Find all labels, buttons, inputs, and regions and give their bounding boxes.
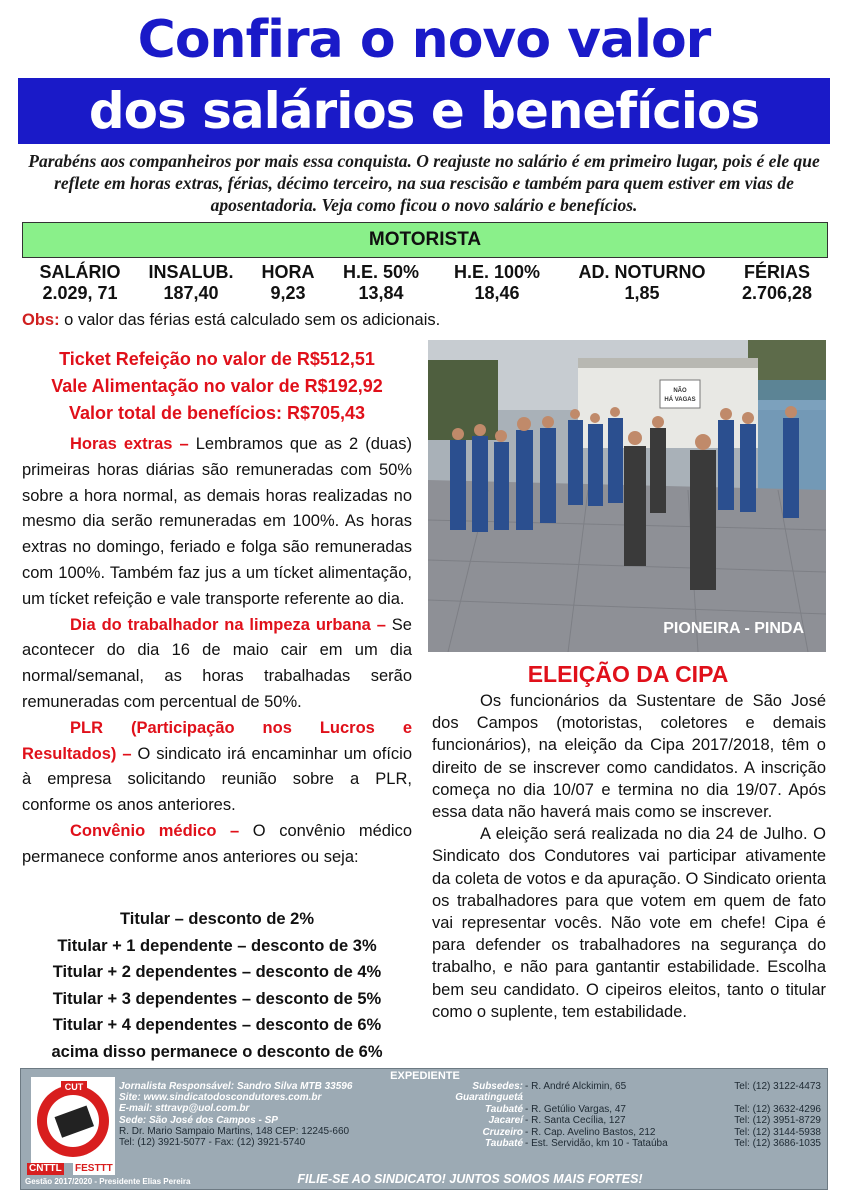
- salary-header: SALÁRIO: [39, 262, 121, 282]
- benefits-total: Valor total de benefícios: R$705,43: [68, 403, 366, 423]
- subsede-city: Cruzeiro: [482, 1126, 523, 1138]
- salary-header: AD. NOTURNO: [578, 262, 706, 282]
- subsede-address: - R. Cap. Avelino Bastos, 212: [525, 1126, 656, 1138]
- footer-contacts: [119, 1081, 429, 1148]
- subsede-address: - R. Getúlio Vargas, 47: [525, 1103, 626, 1115]
- festtt-logo: FESTTT: [75, 1163, 113, 1174]
- headline-line-2: dos salários e benefícios: [18, 78, 830, 144]
- cut-logo-text: CUT: [64, 1082, 84, 1092]
- plr-title: PLR (Participação nos Lucros e Resultados) –: [22, 718, 412, 763]
- subsede-phone: Tel: (12) 3144-5938: [734, 1126, 821, 1138]
- ticket-refeicao: Ticket Refeição no valor de R$512,51: [59, 349, 375, 369]
- vale-alimentacao: Vale Alimentação no valor de R$192,92: [51, 376, 383, 396]
- horas-title: Horas extras –: [70, 435, 189, 453]
- plan-item: Titular + 3 dependentes – desconto de 5%: [52, 989, 382, 1008]
- left-column: [22, 432, 412, 871]
- subsede-city: Taubaté: [485, 1103, 523, 1115]
- salary-header: HORA: [261, 262, 315, 282]
- salary-header: H.E. 100%: [453, 262, 541, 282]
- plr-text: O sindicato irá encaminhar um ofício à empresa solicitando reunião sobre a PLR, conforme os anos anteriores.: [22, 744, 412, 815]
- cipa-title: ELEIÇÃO DA CIPA: [527, 661, 729, 687]
- union-logo: [31, 1077, 115, 1163]
- address-line: R. Dr. Mario Sampaio Martins, 148 CEP: 12245-660: [119, 1125, 350, 1137]
- salary-table: [28, 262, 828, 304]
- dia-text: Se acontecer do dia 16 de maio cair em um dia normal/semanal, as horas trabalhadas serão remuneradas com percentual de 50%.: [22, 615, 412, 711]
- cnttl-logo: CNTTL: [29, 1163, 62, 1174]
- expediente-title: EXPEDIENTE: [390, 1070, 460, 1082]
- subsede-city: Subsedes: Guaratinguetá: [455, 1081, 523, 1104]
- subsede-row: [423, 1138, 823, 1149]
- subsede-phone: Tel: (12) 3951-8729: [734, 1115, 821, 1127]
- convenio-text: O convênio médico permanece conforme anos anteriores ou seja:: [22, 821, 413, 866]
- salary-header: INSALUB.: [148, 262, 234, 282]
- union-logo-icon: [31, 1077, 115, 1163]
- subsede-row: [423, 1104, 823, 1115]
- subsede-address: - Est. Servidão, km 10 - Tataúba: [525, 1138, 668, 1150]
- headline-line-1: Confira o novo valor: [137, 10, 711, 70]
- footer-slogan: FILIE-SE AO SINDICATO! JUNTOS SOMOS MAIS FORTES!: [297, 1172, 643, 1186]
- right-column: [432, 690, 826, 1023]
- plr-paragraph: [22, 716, 412, 819]
- photo-caption: PIONEIRA - PINDA: [663, 620, 804, 637]
- svg-text:NÃO: NÃO: [673, 388, 687, 394]
- horas-paragraph: [22, 432, 412, 613]
- salary-value: 2.029, 71: [42, 283, 118, 303]
- plan-item: acima disso permanece o desconto de 6%: [51, 1042, 383, 1061]
- svg-text:HÁ VAGAS: HÁ VAGAS: [664, 397, 696, 403]
- subsede-row: [423, 1115, 823, 1126]
- dia-title: Dia do trabalhador na limpeza urbana –: [70, 615, 386, 634]
- subsedes-list: [423, 1081, 823, 1149]
- site-line[interactable]: Site: www.sindicatodoscondutores.com.br: [119, 1092, 322, 1104]
- subsede-city: Jacareí: [488, 1115, 523, 1127]
- subsede-address: - R. Santa Cecília, 127: [525, 1115, 626, 1127]
- plan-item: Titular + 2 dependentes – desconto de 4%: [52, 963, 382, 981]
- intro-text: Parabéns aos companheiros por mais essa conquista. O reajuste no salário é em primeiro lugar, pois é ele que reflete em horas extras, férias, décimo terceiro, na sua rescisão e também para quem estiver em vias de aposentadoria. Veja como ficou o novo salário e benefícios.: [28, 151, 820, 215]
- subsede-city: Taubaté: [485, 1138, 523, 1150]
- subsede-row: [423, 1081, 823, 1104]
- photo-illustration: [428, 340, 826, 652]
- gestao-text: Gestão 2017/2020 - Presidente Elias Pereira: [25, 1177, 191, 1186]
- motorista-banner: MOTORISTA: [22, 222, 828, 258]
- subsede-phone: Tel: (12) 3122-4473: [734, 1081, 821, 1092]
- plan-item: Titular + 4 dependentes – desconto de 6%: [52, 1016, 382, 1034]
- obs-label: Obs:: [22, 311, 60, 329]
- subsede-address: - R. André Alckimin, 65: [525, 1081, 627, 1092]
- horas-text: Lembramos que as 2 (duas) primeiras horas diárias são remuneradas com 50% sobre a hora normal, as demais horas realizadas no mesmo dia serão remuneradas em 100%. As horas extras no domingo, feriado e folga são remuneradas com 100%. Também faz jus a um tícket alimentação, um tícket refeição e vale transporte referente ao dia.: [22, 435, 412, 608]
- dia-paragraph: [22, 613, 412, 716]
- plans-list: [22, 906, 412, 1065]
- salary-header: FÉRIAS: [743, 262, 810, 282]
- salary-header: H.E. 50%: [342, 262, 420, 282]
- subsede-phone: Tel: (12) 3632-4296: [734, 1103, 821, 1115]
- workers-photo: [428, 340, 826, 652]
- salary-value: 9,23: [270, 283, 306, 303]
- plan-item: Titular – desconto de 2%: [119, 910, 315, 928]
- email-line[interactable]: E-mail: sttravp@uol.com.br: [119, 1103, 250, 1115]
- phones-line: Tel: (12) 3921-5077 - Fax: (12) 3921-5740: [119, 1137, 306, 1149]
- cipa-paragraph-1: Os funcionários da Sustentare de São José dos Campos (motoristas, coletores e demais funcionários), na eleição da Cipa 2017/2018, têm o direito de se inscrever como candidatos. A inscrição começa no dia 10/07 e termina no dia 19/07. Após essa data não haverá mais como se inscrever.: [432, 692, 826, 822]
- journalist-line: Jornalista Responsável: Sandro Silva MTB 33596: [119, 1081, 353, 1092]
- plan-item: Titular + 1 dependente – desconto de 3%: [57, 936, 377, 955]
- benefits-block: [22, 346, 412, 427]
- convenio-paragraph: [22, 819, 412, 871]
- obs-note: [22, 311, 440, 330]
- obs-text: o valor das férias está calculado sem os adicionais.: [59, 311, 441, 329]
- salary-value: 18,46: [474, 283, 520, 303]
- subsede-phone: Tel: (12) 3686-1035: [734, 1138, 821, 1150]
- salary-value: 187,40: [163, 283, 219, 303]
- sede-line: Sede: São José dos Campos - SP: [119, 1114, 278, 1126]
- salary-value: 2.706,28: [741, 283, 813, 303]
- convenio-title: Convênio médico –: [70, 821, 240, 840]
- subsede-row: [423, 1127, 823, 1138]
- salary-value: 1,85: [624, 283, 660, 303]
- salary-value: 13,84: [358, 283, 404, 303]
- cipa-paragraph-2: A eleição será realizada no dia 24 de Julho. O Sindicato dos Condutores vai participar ativamente da coleta de votos e da apuração. O Sindicato orienta os trabalhadores para que votem em quem de fato vai representar vocês. Não vote em chefe! Cipa é para defender os trabalhadores na segurança do trabalho, e não para gantantir estabilidade. Escolha bem seu candidato. O cipeiros eleitos, tanto o titular como o suplente, tem estabilidade.: [432, 825, 826, 1021]
